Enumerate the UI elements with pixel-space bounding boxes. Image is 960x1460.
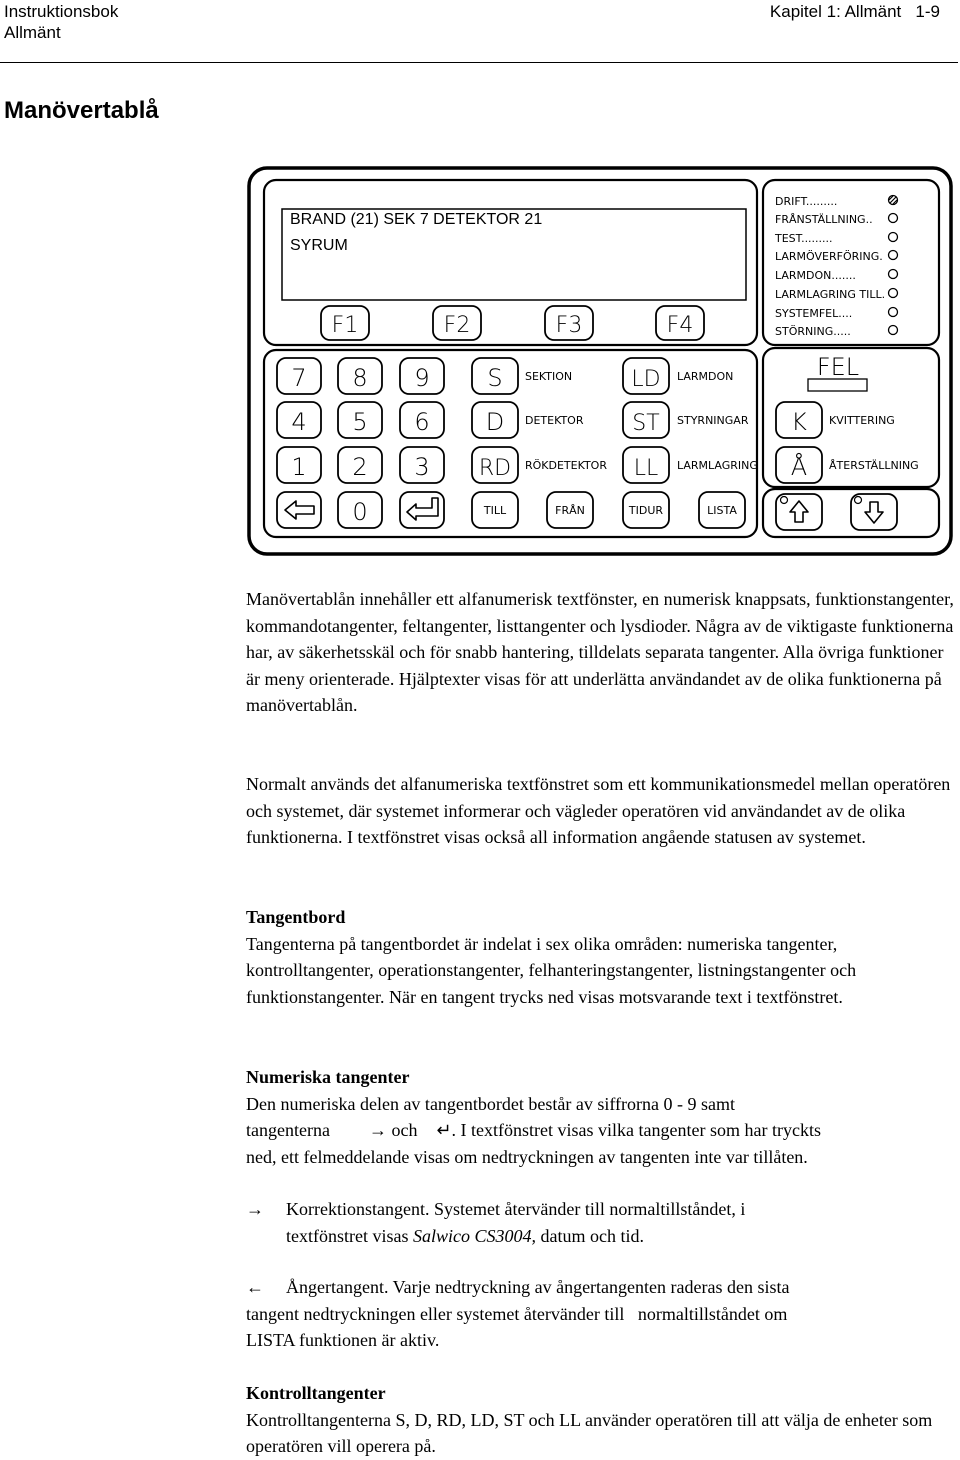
enter-key[interactable] (400, 492, 444, 528)
operation-key-tidur[interactable] (623, 492, 669, 528)
tangentbord-heading: Tangentbord (246, 907, 346, 927)
led-label: DRIFT......... (775, 195, 838, 208)
control-key-label: STYRNINGAR (677, 414, 749, 427)
numeric-key-label: 2 (352, 453, 368, 481)
undo-key[interactable] (277, 492, 321, 528)
enter-arrow-icon: ↵ (436, 1120, 452, 1140)
korrektion-line-1: Korrektionstangent. Systemet återvänder till normaltillståndet, i (286, 1199, 746, 1219)
control-key-code: D (485, 408, 505, 436)
led-indicator (889, 233, 898, 242)
operation-key-label: FRÅN (555, 504, 585, 517)
fault-key-label: KVITTERING (829, 414, 895, 427)
korrektion-text-a: textfönstret visas (286, 1225, 413, 1246)
control-key-label: SEKTION (525, 370, 573, 383)
control-key-code: ST (632, 411, 660, 436)
numeric-key-label: 3 (414, 453, 430, 481)
numeric-key-label: 1 (291, 453, 307, 481)
control-key-code: S (487, 364, 503, 392)
operation-key-lista[interactable] (699, 492, 745, 528)
numeriska-heading: Numeriska tangenter (246, 1067, 410, 1087)
led-row-larmdon (775, 269, 898, 282)
header-chapter-page: Kapitel 1: Allmänt 1-9 (769, 2, 940, 21)
led-indicator (889, 289, 898, 298)
enter-arrow-icon (407, 498, 438, 520)
numeric-key-5[interactable] (338, 402, 382, 438)
numeric-key-label: 4 (291, 408, 307, 436)
numeric-key-label: 6 (414, 408, 430, 436)
numeric-key-label: 9 (414, 364, 430, 392)
function-key-f3[interactable] (545, 306, 593, 340)
numeric-key-0[interactable] (338, 492, 382, 528)
control-key-code: LD (631, 367, 661, 392)
display-line-2: SYRUM (290, 237, 348, 254)
control-key-s[interactable] (472, 358, 518, 394)
fault-key-code: Å (790, 453, 808, 481)
angertangent-item (246, 1274, 958, 1354)
function-key-label: F1 (331, 313, 359, 338)
left-arrow-icon (285, 501, 314, 519)
control-key-rd[interactable] (472, 447, 518, 483)
led-label: TEST......... (775, 232, 833, 245)
control-key-label: LARMDON (677, 370, 734, 383)
numeric-key-label: 0 (352, 498, 368, 526)
page-title: Manövertablå (4, 97, 159, 124)
function-key-f2[interactable] (433, 306, 481, 340)
led-indicator (889, 326, 898, 335)
angertangent-line-3: LISTA funktionen är aktiv. (246, 1330, 440, 1350)
fault-key-aterstallning[interactable] (776, 447, 822, 483)
right-arrow-icon: → (368, 1120, 387, 1140)
led-row-larmlagring-till (775, 288, 898, 301)
led-label: FRÅNSTÄLLNING.. (775, 213, 873, 226)
operation-key-till[interactable] (472, 492, 518, 528)
list-led (781, 497, 788, 504)
function-key-label: F2 (443, 313, 471, 338)
list-led (855, 497, 862, 504)
control-key-ll[interactable] (623, 447, 669, 483)
led-row-storning (775, 325, 898, 338)
header-manual-title: Instruktionsbok (4, 2, 119, 21)
angertangent-line-2: tangent nedtryckningen eller systemet återvänder till normaltillståndet om (246, 1303, 788, 1324)
fault-key-label: ÅTERSTÄLLNING (829, 459, 919, 472)
numeric-key-9[interactable] (400, 358, 444, 394)
operation-key-fran[interactable] (547, 492, 593, 528)
numeric-key-4[interactable] (277, 402, 321, 438)
korrektion-product-name: Salwico CS3004, (412, 1225, 536, 1246)
fault-key-code: K (791, 408, 807, 436)
numeric-key-3[interactable] (400, 447, 444, 483)
led-row-systemfel (775, 307, 898, 320)
numeriska-text-c: . I textfönstret visas vilka tangenter som har tryckts (451, 1120, 821, 1140)
numeriska-text-och: och (391, 1120, 418, 1140)
control-key-label: LARMLAGRING (677, 459, 758, 472)
tangentbord-text: Tangenterna på tangentbordet är indelat i sex olika områden: numeriska tangenter, kontrolltangenter, operationstangenter, felhanteringstangenter, listningstangenter och funktionstangenter. När en tangent trycks ned visas motsvarande text i textfönstret. (246, 933, 857, 1007)
korrektion-text-b: datum och tid. (536, 1225, 644, 1246)
numeriska-text-a: tangenterna (246, 1120, 330, 1140)
led-row-larmoverforing (775, 250, 898, 263)
led-row-franstallning (775, 213, 898, 226)
function-key-f4[interactable] (656, 306, 704, 340)
control-key-ld[interactable] (623, 358, 669, 394)
numeric-key-label: 5 (352, 408, 368, 436)
down-arrow-icon (865, 502, 883, 523)
function-key-label: F3 (555, 313, 583, 338)
kontroll-heading: Kontrolltangenter (246, 1383, 386, 1403)
numeric-key-label: 7 (291, 364, 307, 392)
control-key-label: DETEKTOR (525, 414, 584, 427)
numeriska-line-2 (246, 1117, 958, 1144)
korrektion-item (246, 1196, 958, 1249)
numeric-key-label: 8 (352, 364, 368, 392)
numeriska-line-1: Den numeriska delen av tangentbordet består av siffrorna 0 - 9 samt (246, 1093, 736, 1114)
header-section-title: Allmänt (4, 23, 61, 42)
fault-key-kvittering[interactable] (776, 402, 822, 438)
led-indicator (889, 251, 898, 260)
numeriska-section (246, 1064, 958, 1170)
kontroll-section (246, 1380, 958, 1460)
operation-key-label: TIDUR (628, 504, 664, 517)
control-key-st[interactable] (623, 402, 669, 438)
numeric-key-2[interactable] (338, 447, 382, 483)
numeric-key-6[interactable] (400, 402, 444, 438)
numeric-key-7[interactable] (277, 358, 321, 394)
led-row-test (774, 232, 898, 245)
led-row-drift (775, 195, 898, 208)
operation-key-label: LISTA (707, 504, 737, 517)
led-label: LARMLAGRING TILL. (775, 288, 886, 301)
led-indicator (889, 214, 898, 223)
list-down-key[interactable] (851, 494, 897, 530)
kontroll-text: Kontrolltangenterna S, D, RD, LD, ST och LL använder operatören till att välja de enheter som operatören vill operera på. (246, 1409, 933, 1456)
control-key-label: RÖKDETEKTOR (525, 459, 607, 472)
tangentbord-section (246, 904, 958, 1010)
led-label: STÖRNING..... (775, 325, 851, 338)
control-key-d[interactable] (472, 402, 518, 438)
header-rule (0, 62, 958, 63)
led-label: LARMÖVERFÖRING. (775, 250, 883, 263)
function-key-label: F4 (666, 313, 694, 338)
control-key-code: LL (633, 456, 659, 481)
numeric-key-8[interactable] (338, 358, 382, 394)
led-label: LARMDON....... (775, 269, 856, 282)
list-up-key[interactable] (776, 494, 822, 530)
function-key-f1[interactable] (321, 306, 369, 340)
right-arrow-icon: → (246, 1199, 264, 1219)
left-arrow-icon: ← (246, 1277, 264, 1297)
control-key-code: RD (478, 456, 512, 481)
operation-key-label: TILL (483, 504, 507, 517)
control-panel-illustration (245, 165, 955, 557)
led-label: SYSTEMFEL.... (775, 307, 853, 320)
led-indicator (889, 270, 898, 279)
fault-section-title: FEL (816, 353, 860, 381)
intro-paragraph: Manövertablån innehåller ett alfanumerisk textfönster, en numerisk knappsats, funktionstangenter, kommandotangenter, feltangenter, listtangenter och lysdioder. Några av de viktigaste funktionerna har, av säkerhetsskäl och för snabb hantering, tilldelats separata tangenter. Alla övriga funktioner är meny orienterade. Hjälptexter visas för att underlätta användandet av de olika funktionerna på manövertablån. (246, 589, 954, 715)
led-indicator (889, 308, 898, 317)
up-arrow-icon (790, 501, 808, 522)
angertangent-line-1: Ångertangent. Varje nedtryckning av ångertangenten raderas den sista (286, 1277, 790, 1297)
numeriska-line-3: ned, ett felmeddelande visas om nedtryckningen av tangenten inte var tillåten. (246, 1146, 808, 1167)
display-line-1: BRAND (21) SEK 7 DETEKTOR 21 (290, 211, 543, 228)
display-paragraph: Normalt används det alfanumeriska textfönstret som ett kommunikationsmedel mellan operatören och systemet, där systemet informerar och vägleder operatören vid användandet av de olika funktionerna. I textfönstret visas också all information angående statusen av systemet. (246, 774, 951, 847)
numeric-key-1[interactable] (277, 447, 321, 483)
